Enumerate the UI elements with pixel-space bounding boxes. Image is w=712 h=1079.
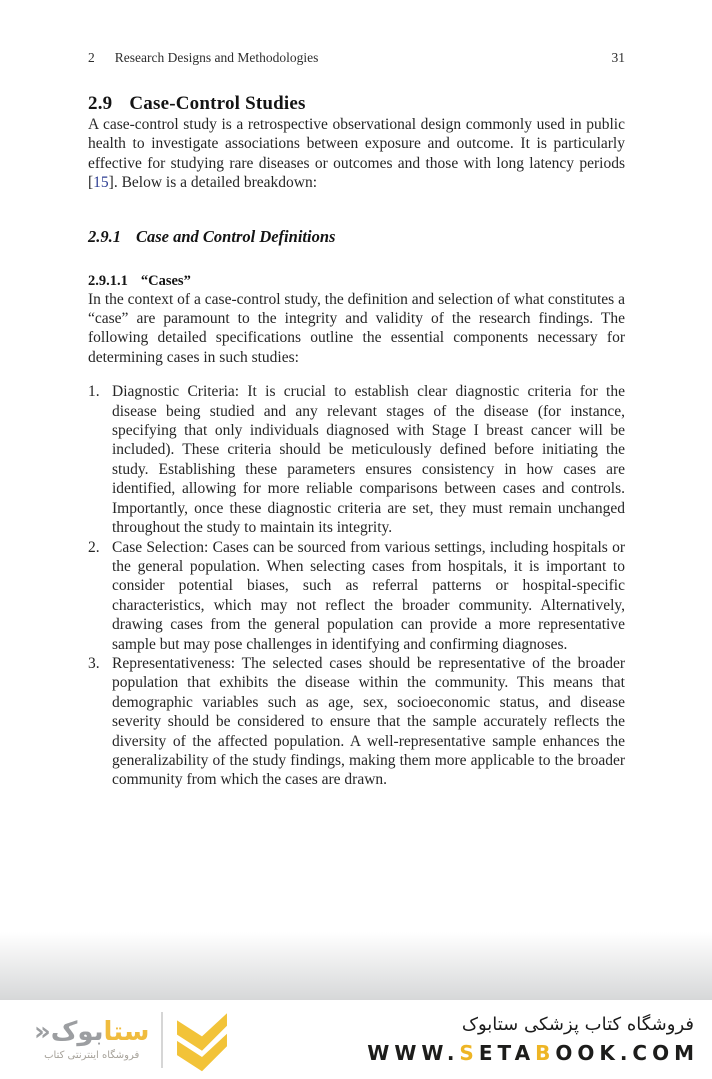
cases-paragraph: In the context of a case-control study, the definition and selection of what constitutes a “case” are paramount to the integrity and validity of the research findings. The following detailed specifications outline the essential components necessary for determining cases in such studies: — [88, 290, 625, 366]
subsubsection-heading — [88, 273, 625, 290]
intro-text-after: ]. Below is a detailed breakdown: — [108, 174, 317, 192]
running-header-left — [88, 50, 318, 66]
list-item-number: 3. — [88, 654, 100, 672]
intro-paragraph — [88, 115, 625, 193]
subsection-number: 2.9.1 — [88, 226, 121, 246]
store-title: فروشگاه کتاب پزشکی ستابوک — [461, 1014, 694, 1035]
list-item — [88, 538, 625, 654]
list-item — [88, 382, 625, 537]
logo-divider — [161, 1012, 163, 1068]
intro-text-before: A case-control study is a retrospective observational design commonly used in public health to investigate associations between exposure and outcome. It is particularly effective for studying rare diseases or outcomes and those with long latency periods [ — [88, 116, 625, 192]
chevron-mark-icon: « — [34, 1017, 51, 1048]
url-letter-s: S — [459, 1041, 479, 1065]
case-specification-list — [88, 382, 625, 790]
chapter-number: 2 — [88, 50, 95, 65]
url-mid: ETA — [478, 1041, 536, 1065]
citation-link-15[interactable]: 15 — [93, 174, 109, 192]
running-header — [88, 0, 625, 66]
list-item-number: 1. — [88, 383, 100, 401]
logo-wordmark-block — [34, 1018, 149, 1061]
url-letter-b: B — [535, 1041, 556, 1065]
subsubsection-title: “Cases” — [140, 272, 191, 289]
subsection-heading — [88, 227, 625, 247]
website-url[interactable] — [367, 1041, 699, 1065]
wordmark-gray-part: بوک — [50, 1017, 104, 1048]
url-prefix: WWW. — [367, 1041, 460, 1065]
list-item — [88, 654, 625, 790]
section-number: 2.9 — [88, 93, 113, 114]
section-heading — [88, 93, 625, 115]
subsubsection-number: 2.9.1.1 — [88, 272, 128, 289]
page-number: 31 — [611, 50, 625, 65]
url-suffix: OOK.COM — [555, 1041, 699, 1065]
logo-tagline: فروشگاه اینترنتی کتاب — [44, 1049, 140, 1061]
store-info — [367, 1014, 699, 1065]
subsection-title: Case and Control Definitions — [136, 226, 336, 246]
chapter-title: Research Designs and Methodologies — [114, 50, 319, 65]
setabook-chevron-icon — [173, 1007, 231, 1073]
section-title: Case-Control Studies — [129, 93, 306, 114]
list-item-text: Diagnostic Criteria: It is crucial to establish clear diagnostic criteria for the disease being studied and any relevant stages of the disease (for instance, specifying that only individuals diagnosed with Stage I breast cancer will be included). These criteria should be meticulously defined before initiating the study. Establishing these parameters ensures consistency in how cases are identified, allowing for more reliable comparisons between cases and controls. Importantly, once these diagnostic criteria are set, they must remain unchanged throughout the study to maintain its integrity. — [112, 383, 625, 537]
bookstore-footer — [0, 1000, 712, 1079]
logo-wordmark — [34, 1018, 149, 1047]
wordmark-yellow-part: ستا — [103, 1017, 150, 1048]
list-item-text: Representativeness: The selected cases should be representative of the broader population that exhibits the disease within the community. This means that demographic variables such as age, sex, socioeconomic status, and disease severity should be considered to ensure that the sample accurately reflects the diversity of the affected population. A well-representative sample enhances the generalizability of the study findings, making them more applicable to the broader community from which the cases are drawn. — [112, 654, 625, 789]
list-item-number: 2. — [88, 538, 100, 556]
setabook-logo[interactable] — [34, 1007, 231, 1073]
list-item-text: Case Selection: Cases can be sourced from various settings, including hospitals or the general population. When selecting cases from hospitals, it is important to consider potential biases, such as referral patterns or hospital-specific characteristics, which may not reflect the broader community. Alternatively, drawing cases from the general population can provide a more representative sample but may pose challenges in identifying and confirming diagnoses. — [112, 538, 625, 653]
